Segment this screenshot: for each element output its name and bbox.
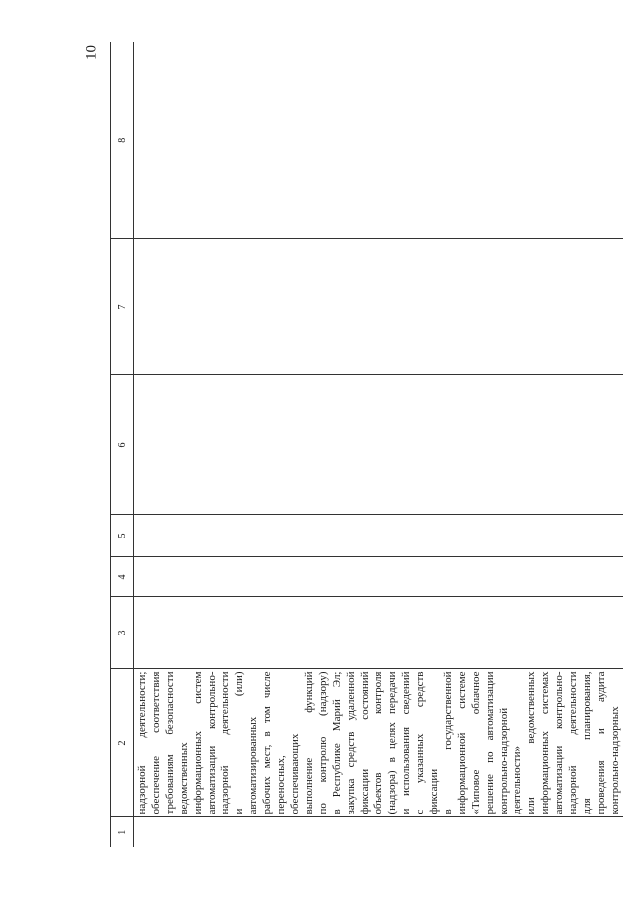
- text-line: информационной системе: [455, 671, 468, 815]
- text-line: деятельности»: [511, 746, 524, 815]
- text-line: по контролю (надзору): [316, 671, 329, 815]
- column-header: 6: [111, 375, 134, 515]
- text-line: фиксации: [428, 768, 441, 815]
- text-line: выполнение функций: [302, 671, 315, 815]
- text-line: контрольно-надзорных: [608, 706, 621, 815]
- table-cell: [134, 597, 623, 669]
- text-line: или ведомственных: [525, 671, 538, 815]
- text-line: информационных систем: [191, 671, 204, 815]
- activity-description-cell: [134, 669, 623, 817]
- text-line: рабочих мест, в том числе: [261, 671, 274, 815]
- column-header: 4: [111, 557, 134, 597]
- column-header: 1: [111, 817, 134, 847]
- text-line: надзорной деятельности: [567, 671, 580, 815]
- text-line: информационных системах: [539, 671, 552, 815]
- table-cell: [134, 557, 623, 597]
- text-line: фиксации состояний: [358, 671, 371, 815]
- text-line: автоматизированных: [247, 716, 260, 815]
- rotated-table: [110, 42, 621, 847]
- table-cell: [134, 375, 623, 515]
- text-line: (надзора) в целях передачи: [386, 671, 399, 815]
- text-line: обеспечение соответствия: [149, 671, 162, 815]
- text-line: для планирования,: [581, 671, 593, 815]
- text-line: автоматизации контрольно-: [553, 671, 566, 815]
- text-line: контрольно-надзорной: [497, 707, 510, 815]
- text-line: переносных,: [275, 755, 288, 815]
- text-line: «Типовое облачное: [469, 671, 482, 815]
- text-line: требованиям безопасности: [163, 671, 176, 815]
- table-cell: [134, 239, 623, 375]
- column-header: 2: [111, 669, 134, 817]
- text-line: и (или): [233, 671, 246, 815]
- table-header-row: [111, 42, 134, 847]
- text-line: ведомственных: [177, 742, 190, 815]
- program-table: [110, 42, 623, 847]
- text-line: и использования сведений: [400, 671, 413, 815]
- text-line: решение по автоматизации: [483, 671, 496, 815]
- text-line: надзорной деятельности;: [136, 671, 148, 815]
- text-line: в государственной: [441, 671, 454, 815]
- text-line: объектов контроля: [372, 671, 385, 815]
- table-cell: [134, 515, 623, 557]
- text-line: проведения и аудита: [594, 671, 607, 815]
- column-header: 8: [111, 42, 134, 239]
- text-line: надзорной деятельности: [219, 671, 232, 815]
- text-line: в Республике Марий Эл;: [330, 671, 343, 815]
- text-line: обеспечивающих: [288, 733, 301, 815]
- column-header: 7: [111, 239, 134, 375]
- page-number: 10: [83, 45, 100, 60]
- table-cell: [134, 817, 623, 847]
- column-header: 3: [111, 597, 134, 669]
- text-line: с указанных средств: [414, 671, 427, 815]
- column-header: 5: [111, 515, 134, 557]
- table-row: [134, 42, 623, 847]
- text-line: автоматизации контрольно-: [205, 671, 218, 815]
- table-cell: [134, 42, 623, 239]
- text-line: закупка средств удаленной: [344, 671, 357, 815]
